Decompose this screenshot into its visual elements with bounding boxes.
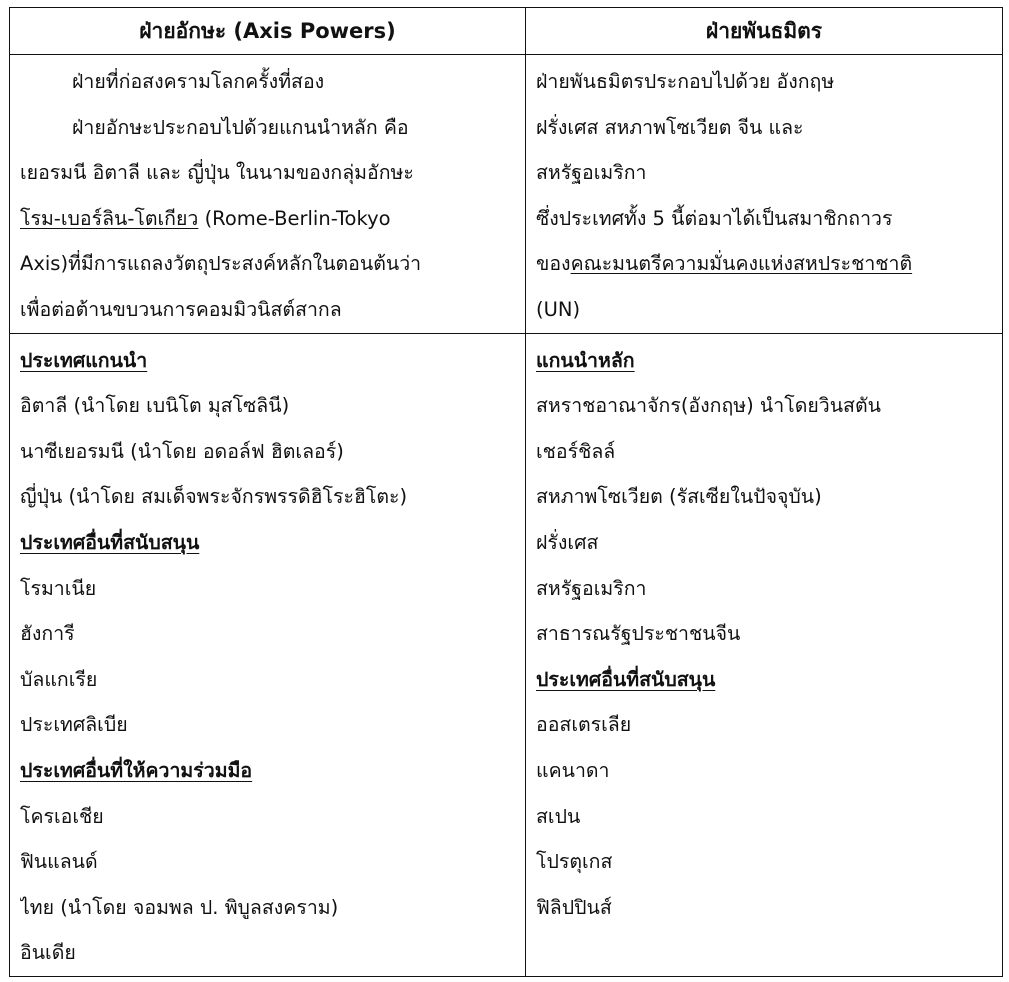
axis-intro-line: Axis)ที่มีการแถลงวัตถุประสงค์หลักในตอนต้นว่า: [20, 252, 422, 276]
axis-cooperators-heading: ประเทศอื่นที่ให้ความร่วมมือ: [20, 758, 253, 782]
allies-intro-line: (UN): [536, 297, 581, 321]
un-security-council: คณะมนตรีความมั่นคงแห่งสหประชาชาติ: [570, 252, 913, 276]
list-item: สหราชอาณาจักร(อังกฤษ) นำโดยวินสตัน: [536, 394, 881, 418]
list-item: โครเอเชีย: [20, 804, 104, 828]
allies-members-cell: [526, 333, 1003, 976]
list-item: บัลแกเรีย: [20, 667, 98, 691]
list-item: อิตาลี (นำโดย เบนิโต มุสโซลินี): [20, 394, 290, 418]
list-item: ออสเตรเลีย: [536, 713, 632, 737]
list-item: เชอร์ชิลล์: [536, 439, 616, 463]
list-item: แคนาดา: [536, 758, 610, 782]
list-item: ฟินแลนด์: [20, 850, 98, 874]
axis-leaders-heading: ประเทศแกนนำ: [20, 348, 148, 372]
list-item: โรมาเนีย: [20, 576, 97, 600]
allies-intro-prefix: ของ: [536, 252, 571, 276]
list-item: ฟิลิปปินส์: [536, 895, 612, 919]
allies-intro-line: ฝ่ายพันธมิตรประกอบไปด้วย อังกฤษ: [536, 70, 835, 93]
axis-header: ฝ่ายอักษะ (Axis Powers): [10, 8, 526, 55]
list-item: อินเดีย: [20, 941, 76, 965]
list-item: โปรตุเกส: [536, 850, 613, 874]
axis-intro-line: เยอรมนี อิตาลี และ ญี่ปุ่น ในนามของกลุ่มอักษะ: [20, 161, 414, 185]
axis-intro-line: ฝ่ายอักษะประกอบไปด้วยแกนนำหลัก คือ: [72, 115, 409, 139]
axis-intro-line: เพื่อต่อต้านขบวนการคอมมิวนิสต์สากล: [20, 297, 342, 321]
list-item: ฮังการี: [20, 622, 75, 646]
list-item: สหรัฐอเมริกา: [536, 576, 647, 600]
allies-intro-line: ฝรั่งเศส สหภาพโซเวียต จีน และ: [536, 115, 804, 139]
intro-row: [10, 55, 1003, 334]
list-item: นาซีเยอรมนี (นำโดย อดอล์ฟ ฮิตเลอร์): [20, 439, 344, 463]
allies-supporters-heading: ประเทศอื่นที่สนับสนุน: [536, 667, 716, 691]
list-item: ฝรั่งเศส: [536, 530, 599, 554]
list-item: สาธารณรัฐประชาชนจีน: [536, 622, 741, 646]
list-item: สเปน: [536, 804, 581, 828]
allies-intro-line: ซึ่งประเทศทั้ง 5 นี้ต่อมาได้เป็นสมาชิกถาวร: [536, 206, 893, 230]
members-row: [10, 333, 1003, 976]
axis-intro-line: [20, 196, 515, 242]
allies-intro-line: [536, 241, 992, 287]
axis-alliance-name: โรม-เบอร์ลิน-โตเกียว: [20, 206, 199, 230]
allies-header: ฝ่ายพันธมิตร: [526, 8, 1003, 55]
list-item: สหภาพโซเวียต (รัสเซียในปัจจุบัน): [536, 485, 822, 509]
comparison-table: [9, 7, 1003, 977]
allies-intro-line: สหรัฐอเมริกา: [536, 161, 647, 185]
allies-leaders-heading: แกนนำหลัก: [536, 348, 635, 372]
list-item: ประเทศลิเบีย: [20, 713, 128, 737]
axis-members-cell: [10, 333, 526, 976]
axis-intro-line: ฝ่ายที่ก่อสงครามโลกครั้งที่สอง: [72, 70, 325, 93]
axis-alliance-english: (Rome-Berlin-Tokyo: [198, 206, 391, 230]
axis-intro-cell: [10, 55, 526, 334]
axis-supporters-heading: ประเทศอื่นที่สนับสนุน: [20, 530, 200, 554]
list-item: ญี่ปุ่น (นำโดย สมเด็จพระจักรพรรดิฮิโระฮิโตะ): [20, 485, 408, 509]
header-row: [10, 8, 1003, 55]
allies-intro-cell: [526, 55, 1003, 334]
list-item: ไทย (นำโดย จอมพล ป. พิบูลสงคราม): [20, 895, 339, 919]
